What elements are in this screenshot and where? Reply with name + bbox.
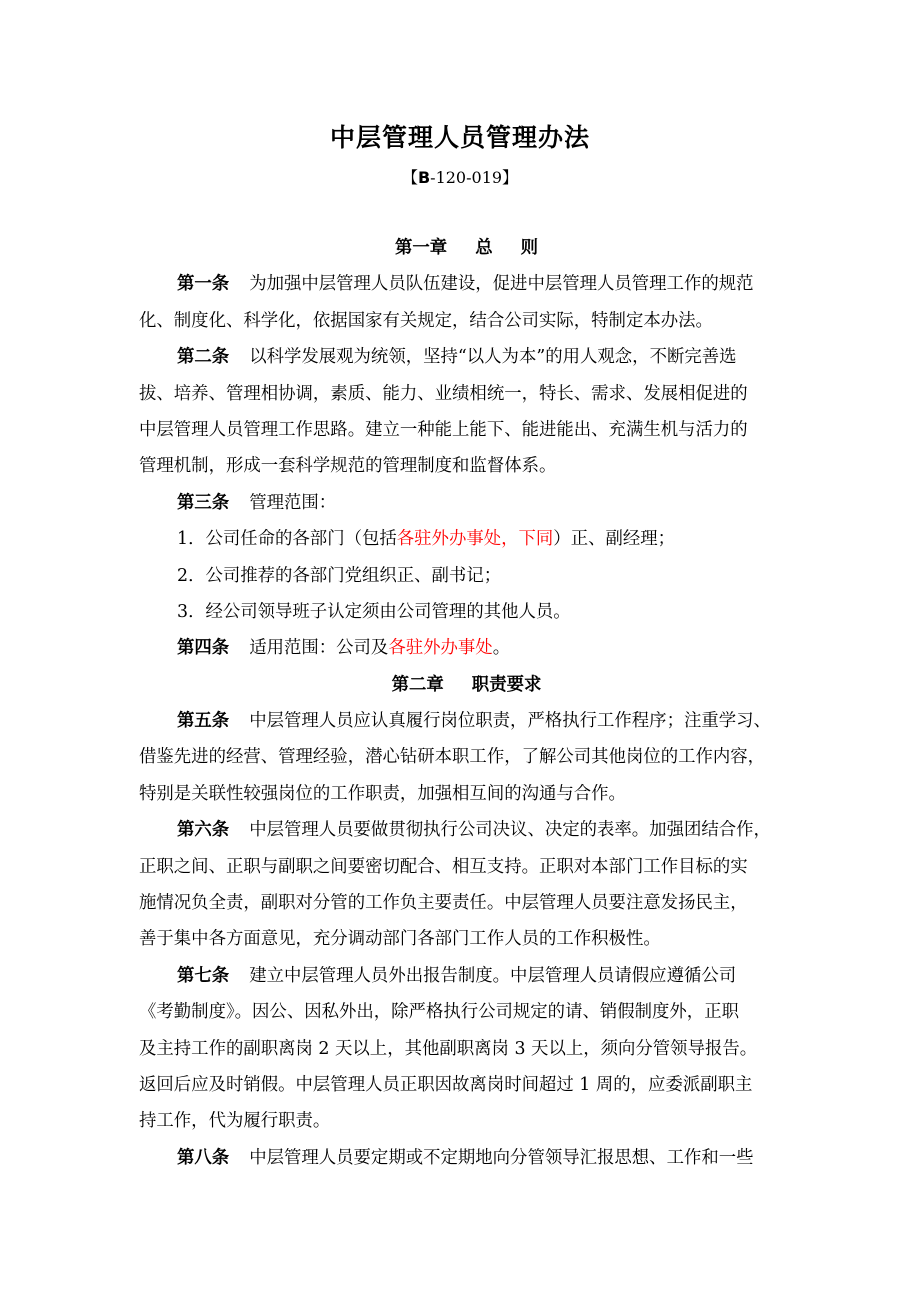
article-4-text-b: 。 xyxy=(492,638,511,659)
article-4-line-1 xyxy=(139,630,794,666)
article-2-text-1: 以科学发展观为统领，坚持“以人为本”的用人观念，不断完善选 xyxy=(249,347,737,368)
article-6-label: 第六条 xyxy=(177,820,230,841)
article-7-line-2: 《考勤制度》。因公、因私外出，除严格执行公司规定的请、销假制度外，正职 xyxy=(139,1002,739,1023)
document-title: 中层管理人员管理办法 xyxy=(329,123,590,152)
code-prefix: B xyxy=(417,168,431,187)
chapter-2-heading xyxy=(139,667,794,703)
article-1-text-1: 为加强中层管理人员队伍建设，促进中层管理人员管理工作的规范 xyxy=(249,274,754,295)
article-3-item-1 xyxy=(139,521,794,557)
article-6-line-2: 正职之间、正职与副职之间要密切配合、相互支持。正职对本部门工作目标的实 xyxy=(139,856,748,877)
chapter-1-heading xyxy=(139,230,794,266)
article-5-line-3: 特别是关联性较强岗位的工作职责，加强相互间的沟通与合作。 xyxy=(139,783,626,804)
article-2-line-1 xyxy=(139,339,794,375)
article-7-label: 第七条 xyxy=(177,965,230,986)
document-body xyxy=(139,230,794,1176)
article-3-item-3: 3．经公司领导班子认定须由公司管理的其他人员。 xyxy=(177,601,571,622)
article-7-line-3: 及主持工作的副职离岗 2 天以上，其他副职离岗 3 天以上，须向分管领导报告。 xyxy=(139,1038,758,1059)
item-1-text-a: 1．公司任命的各部门（包括 xyxy=(177,529,397,550)
document-code xyxy=(0,163,920,193)
article-7-text-1: 建立中层管理人员外出报告制度。中层管理人员请假应遵循公司 xyxy=(249,965,737,986)
article-3-text: 管理范围： xyxy=(249,492,337,513)
code-bracket-close: 】 xyxy=(502,168,519,187)
code-bracket-open: 【 xyxy=(401,168,418,187)
chapter-2-title: 职责要求 xyxy=(471,674,542,695)
article-7-line-5: 持工作，代为履行职责。 xyxy=(139,1111,331,1132)
article-7-line-1 xyxy=(139,958,794,994)
article-2-line-3: 中层管理人员管理工作思路。建立一种能上能下、能进能出、充满生机与活力的 xyxy=(139,419,748,440)
code-number: -120-019 xyxy=(430,168,503,187)
article-4-text-a: 适用范围：公司及 xyxy=(249,638,389,659)
article-8-line-1 xyxy=(139,1140,794,1176)
article-4-label: 第四条 xyxy=(177,638,230,659)
item-1-highlight: 各驻外办事处，下同 xyxy=(396,529,554,550)
article-8-label: 第八条 xyxy=(177,1147,230,1168)
article-3-label: 第三条 xyxy=(177,492,230,513)
article-6-line-1 xyxy=(139,812,794,848)
article-4-highlight: 各驻外办事处 xyxy=(388,638,493,659)
article-6-line-3: 施情况负全责，副职对分管的工作负主要责任。中层管理人员要注意发扬民主， xyxy=(139,893,748,914)
article-7-line-4: 返回后应及时销假。中层管理人员正职因故离岗时间超过 1 周的，应委派副职主 xyxy=(139,1074,753,1095)
chapter-1-title-b: 则 xyxy=(520,238,538,258)
article-1-line-1 xyxy=(139,266,794,302)
chapter-1-title-a: 总 xyxy=(475,238,493,258)
article-2-line-2: 拔、培养、管理相协调，素质、能力、业绩相统一，特长、需求、发展相促进的 xyxy=(139,383,748,404)
article-1-label: 第一条 xyxy=(177,274,230,295)
chapter-1-number: 第一章 xyxy=(395,238,448,258)
article-5-line-2: 借鉴先进的经营、管理经验，潜心钻研本职工作，了解公司其他岗位的工作内容， xyxy=(139,747,766,768)
article-8-text-1: 中层管理人员要定期或不定期地向分管领导汇报思想、工作和一些 xyxy=(249,1147,754,1168)
article-2-label: 第二条 xyxy=(177,347,230,368)
article-2-line-4: 管理机制，形成一套科学规范的管理制度和监督体系。 xyxy=(139,456,557,477)
article-6-text-1: 中层管理人员要做贯彻执行公司决议、决定的表率。加强团结合作， xyxy=(249,820,771,841)
article-5-label: 第五条 xyxy=(177,711,230,732)
article-1-line-2: 化、制度化、科学化，依据国家有关规定，结合公司实际，特制定本办法。 xyxy=(139,310,713,331)
article-6-line-4: 善于集中各方面意见，充分调动部门各部门工作人员的工作积极性。 xyxy=(139,929,661,950)
article-3-item-2: 2．公司推荐的各部门党组织正、副书记； xyxy=(177,565,502,586)
article-3-line-1 xyxy=(139,485,794,521)
article-5-line-1 xyxy=(139,703,794,739)
article-5-text-1: 中层管理人员应认真履行岗位职责，严格执行工作程序；注重学习、 xyxy=(249,711,771,732)
item-1-text-b: ）正、副经理； xyxy=(553,529,676,550)
chapter-2-number: 第二章 xyxy=(391,674,444,695)
